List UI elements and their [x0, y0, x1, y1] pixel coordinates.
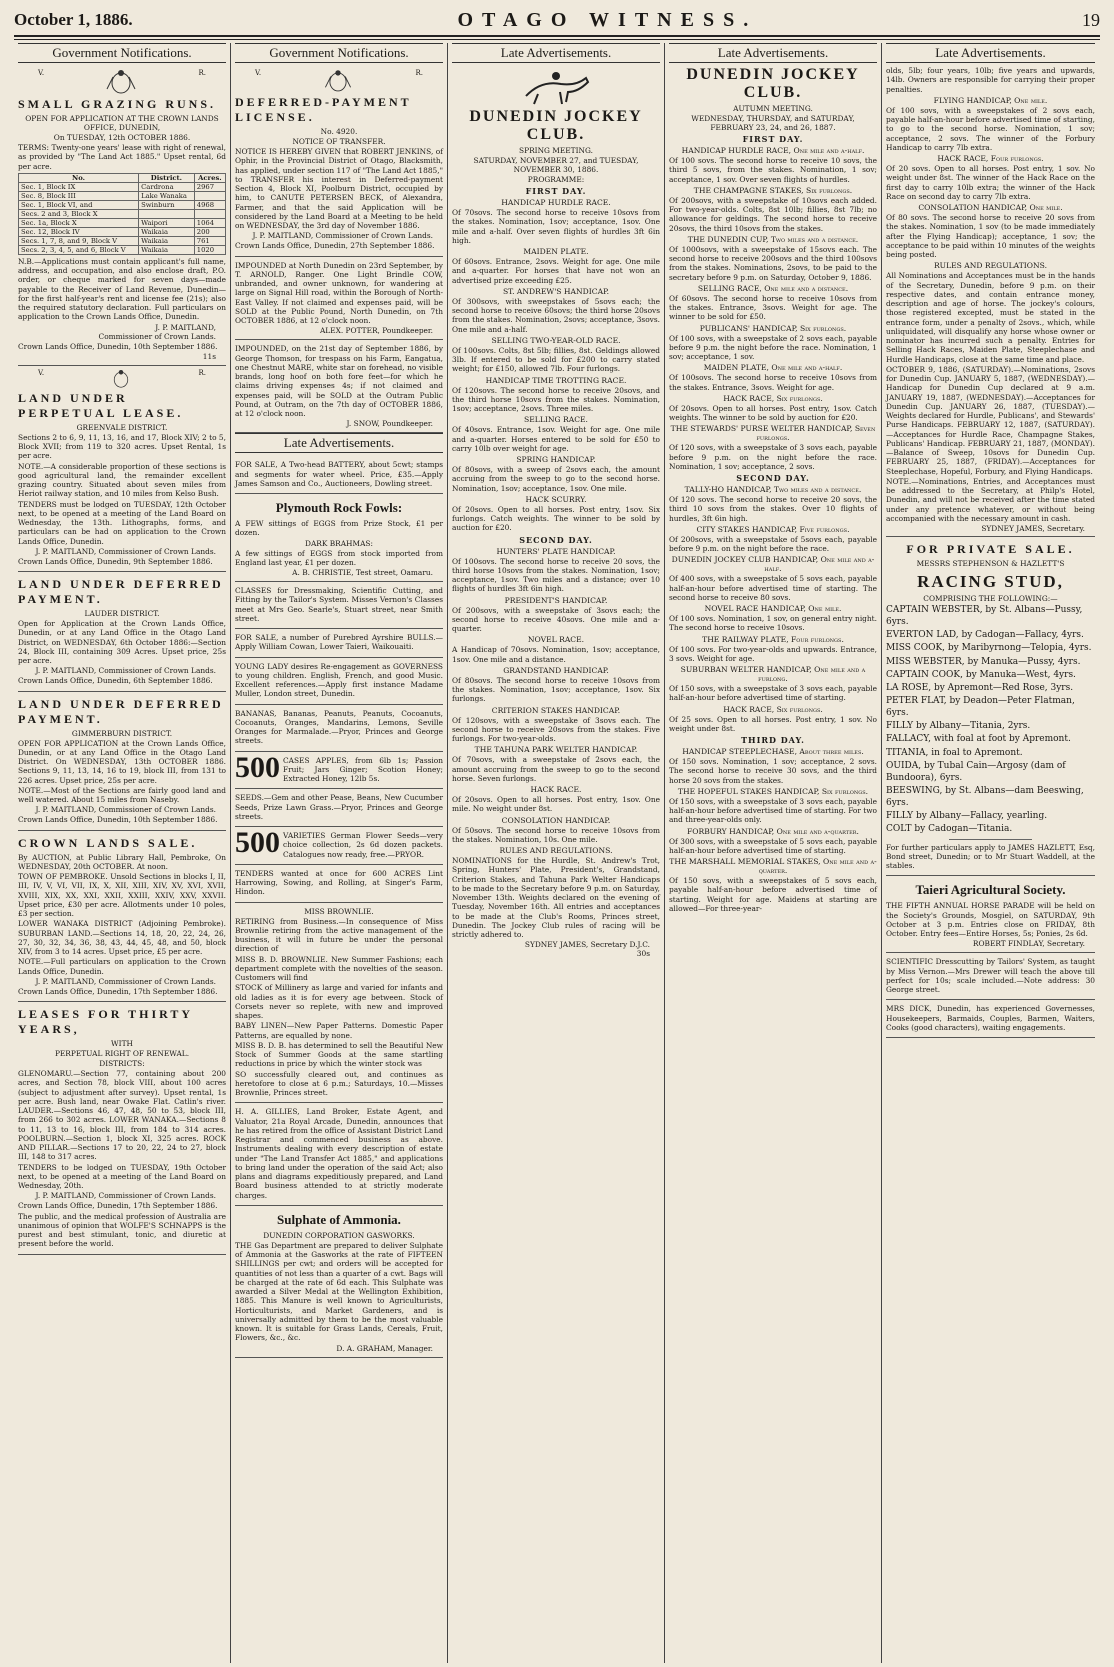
- columns: [14, 43, 1104, 1663]
- race-name: PUBLICANS' HANDICAP, Six furlongs.: [699, 323, 847, 333]
- list-item: MISS COOK, by Maribyrnong—Telopia, 4yrs.: [886, 643, 1092, 654]
- list-item: CAPTAIN WEBSTER, by St. Albans—Pussy, 6yrs.: [886, 605, 1083, 628]
- race-name: SPRING HANDICAP.: [516, 455, 596, 464]
- grazing-runs-notice: V. R. SMALL GRAZING RUNS. OPEN FOR APPLICATION AT THE CROWN LANDS OFFICE, DUNEDIN, On TUESDAY, 12th OCTOBER 1886. TERMS: Twenty-one years' lease with right of renewal, as provided by "The Land Act 1885." Upset rental, 6d per acre. No. District. Acres. Sec. 1, Block IX Cardrona 2967 Sec. 8, Block III Lake Wanaka Sec. 1, Block VI, and Swinburn 4968 Secs. 2 and 3, Block X Sec. 1a, Block X Waipori 1064 Sec. 12, Block IV Waikaia 200 Secs. 1, 7, 8, and 9, Block V Waikaia 761 Secs. 2, 3, 4, 5, and 6, Block V Waikaia 1020 N.B.—Applications must contain applicant's full name, address, and occupation, and also enclose draft, P.O. order, or cheque marked for seven days—made payable to the Receiver of Land Revenue, Dunedin—for the first half-year's rent and license fee (21s); also the required statutory declaration. Full particulars on application to the Crown Lands Office, Dunedin. J. P. MAITLAND, Commissioner of Crown Lands. Crown Lands Office, Dunedin, 10th September 1886. 11s: [18, 66, 226, 366]
- bulls-ad: FOR SALE, a number of Purebred Ayrshire BULLS.—Apply William Cowan, Lower Taieri, Waikouaiti.: [235, 629, 443, 658]
- race-name: CRITERION STAKES HANDICAP.: [491, 705, 621, 715]
- race-name: SELLING TWO-YEAR-OLD RACE.: [491, 335, 621, 345]
- race-list: [669, 747, 877, 913]
- list-item: LA ROSE, by Apremont—Red Rose, 3yrs.: [886, 682, 1074, 693]
- race-name: HANDICAP TIME TROTTING RACE.: [485, 375, 627, 385]
- race-name: SELLING RACE, One mile and a distance.: [697, 283, 849, 293]
- tenders-ad: TENDERS wanted at once for 600 ACRES Lint Harrowing, Sowing, and Rolling, at Singer's Farm, Hindon.: [235, 865, 443, 903]
- race-name: THE RAILWAY PLATE, Four furlongs.: [702, 634, 844, 644]
- race-name: THE STEWARDS' PURSE WELTER HANDICAP, Seven furlongs.: [670, 424, 876, 443]
- race-name: SUBURBAN WELTER HANDICAP, One mile and a furlong.: [680, 665, 866, 683]
- race-name: THE TAHUNA PARK WELTER HANDICAP.: [474, 745, 638, 755]
- race-name: HUNTERS' PLATE HANDICAP.: [496, 546, 616, 556]
- gimmerburn-notice: LAND UNDER DEFERRED PAYMENT. GIMMERBURN DISTRICT. OPEN FOR APPLICATION at the Crown Lands Office, Dunedin, or at any Land Office in the Otago Land District. On WEDNESDAY, 13th OCTOBER 1886. Sections 9, 11, 13, 14, 16 to 19, block III, from 131 to 226 acres. Upset price, 25s per acre. NOTE.—Most of the Sections are fairly good land and well watered. About 15 miles from Naseby. J. P. MAITLAND, Commissioner of Crown Lands. Crown Lands Office, Dunedin, 10th September 1886.: [18, 692, 226, 831]
- horse-list: [886, 604, 1095, 836]
- column-1: [14, 43, 231, 1663]
- race-name: ST. ANDREW'S HANDICAP.: [502, 286, 610, 296]
- crest-icon: [320, 69, 356, 93]
- race-conditions: Of 50sovs. The second horse to receive 10sovs from the stakes. Nomination, 10s. One mile.: [452, 825, 660, 844]
- race-conditions: Of 100 sovs. Nomination, 1 sov, on general entry night. The second horse to receive 10sovs.: [669, 614, 877, 633]
- crest-icon: [101, 69, 141, 95]
- race-conditions: Of 150 sovs, with a sweepstake of 3 sovs each, payable half-an-hour before advertised time of starting. For two and three-year-olds only.: [669, 796, 877, 825]
- race-name: HACK RACE, Six furlongs.: [723, 704, 823, 714]
- race-conditions: Of 200sovs, with a sweepstake of 10sovs each added. For two-year-olds. Colts, 8st 10lb; fillies, 8st 7lb; no allowance for geldings. The second horse to receive 20sovs, the third 10sovs from the stakes.: [669, 195, 877, 233]
- race-name: SELLING RACE.: [524, 415, 588, 425]
- race-conditions: Of 100sovs. Colts, 8st 5lb; fillies, 8st. Geldings allowed 3lb. If entered to be sold for £200 to carry stated weight; for £150, allowed 7lb. Four furlongs.: [452, 345, 660, 374]
- bananas-ad: BANANAS, Bananas, Peanuts, Peanuts, Cocoanuts, Cocoanuts, Oranges, Mandarins, Lemons, Seville Oranges for Marmalade.—Pryor, Princes and George streets.: [235, 705, 443, 752]
- race-conditions: Of 150 sovs. Nomination, 1 sov; acceptance, 2 sovs. The second horse to receive 30 sovs, and the third horse 20 sovs from the stakes.: [669, 757, 877, 785]
- mrs-dick-ad: MRS DICK, Dunedin, has experienced Governesses, Housekeepers, Barmaids, Couples, Barmen, Waiters, Cooks (good characters), waiting engagements.: [886, 1000, 1095, 1038]
- masthead-rule: [14, 35, 1100, 37]
- race-conditions: Of 100sovs. The second horse to receive 20 sovs, the third horse 10sovs from the stakes. Nomination, 1sov; acceptance, 1sov. Two miles and a distance; over 10 flights of hurdles 3ft 6in high.: [452, 556, 660, 594]
- governess-ad: YOUNG LADY desires Re-engagement as GOVERNESS to young children. English, French, and good Music. Excellent references.—Apply first instance Madame Muller, London street, Dunedin.: [235, 658, 443, 705]
- masthead-rule-thin: [14, 39, 1100, 40]
- race-name: THE HOPEFUL STAKES HANDICAP, Six furlongs.: [677, 786, 869, 796]
- table-row: Sec. 1, Block VI, and Swinburn 4968: [19, 200, 226, 209]
- race-name: HACK RACE, Six furlongs.: [723, 393, 823, 403]
- impounded-cow: IMPOUNDED at North Dunedin on 23rd September, by T. ARNOLD, Ranger. One Light Brindle COW, unbranded, and owner unknown, for wandering at large on Signal Hill road, within the Borough of North-East Valley. If not claimed and expenses paid, will be SOLD at the Public Pound, North Dunedin, on 7th OCTOBER 1886, at 12 o'clock noon. ALEX. POTTER, Poundkeeper.: [235, 257, 443, 341]
- taieri-society-ad: Taieri Agricultural Society. THE FIFTH ANNUAL HORSE PARADE will be held on the Society's Grounds, Mosgiel, on SATURDAY, 9th October at 3 p.m. Entries close on FRIDAY, 8th October. Entry fees—Entire Horses, 5s; Ponies, 2s 6d. ROBERT FINDLAY, Secretary.: [886, 876, 1095, 953]
- column-heading: Late Advertisements.: [669, 43, 877, 63]
- race-name: HANDICAP HURDLE RACE, One mile and a-half.: [681, 146, 865, 155]
- battery-ad: FOR SALE, A Two-head BATTERY, about 5cwt; stamps and segments for water wheel. Price, £35.—Apply James Samson and Co., Auctioneers, Dowling street.: [235, 456, 443, 494]
- ammonia-ad: Sulphate of Ammonia. DUNEDIN CORPORATION GASWORKS. THE Gas Department are prepared to deliver Sulphate of Ammonia at the Gasworks at the rate of FIFTEEN SHILLINGS per cwt; and orders will be accepted for quantities of not less than a quarter of a cwt. Bags will be charged at the rate of 6d each. This Sulphate was awarded a Silver Medal at the Wellington Exhibition, 1885. This Manure is well known to Agriculturists, Horticulturists, and Market Gardeners, and is universally admitted by them to be the most valuable known. It is suitable for Grass Lands, Cereals, Fruit, Flowers, &c., &c. D. A. GRAHAM, Manager.: [235, 1206, 443, 1358]
- race-conditions: Of 20sovs. Open to all horses. Post entry, 1sov. One mile. No weight under 8st.: [452, 795, 660, 814]
- runs-table: [18, 173, 226, 255]
- list-item: FILLY by Albany—Titania, 2yrs.: [886, 721, 1031, 732]
- race-conditions: Of 100 sovs. For two-year-olds and upwards. Entrance, 3 sovs. Weight for age.: [669, 644, 877, 663]
- race-list: [452, 198, 660, 533]
- table-header: Acres.: [194, 173, 225, 182]
- race-list: [669, 146, 877, 471]
- race-name: NOVEL RACE.: [527, 635, 585, 645]
- race-name: MAIDEN PLATE, One mile and a-half.: [703, 363, 843, 373]
- brownlie-ad: MISS BROWNLIE. RETIRING from Business.—In consequence of Miss Brownlie retiring from the active management of the business, it will in future be under the personal direction of MISS B. D. BROWNLIE. New Summer Fashions; each department complete with the novelties of the season. Customers will find STOCK of Millinery as large and varied for infants and old ladies as it is for every age between. Stock of Corsets never so replete, with new and improved shapes. BABY LINEN—New Paper Patterns. Domestic Paper Patterns, are equalled by none. MISS B. D. B. has determined to sell the Beautiful New Stock of Summer Goods at the same startling reductions in price by which the winter stock was SO successfully cleared out, and continues as heretofore to close at 6 p.m.; Saturdays, 10.—Misses Brownlie, Princes street.: [235, 903, 443, 1104]
- list-item: OUIDA, by Tubal Cain—Argosy (dam of Bundoora), 6yrs.: [886, 760, 1066, 783]
- race-name: THE DUNEDIN CUP, Two miles and a distance.: [687, 234, 859, 244]
- column-heading: Government Notifications.: [18, 43, 226, 63]
- list-item: BEESWING, by St. Albans—dam Beeswing, 6yrs.: [886, 785, 1084, 809]
- race-conditions: Of 400 sovs, with a sweepstake of 5 sovs each, payable half-an-hour before advertised time of starting. The second horse to receive 80 sovs.: [669, 574, 877, 602]
- dresscutting-ad: SCIENTIFIC Dresscutting by Tailors' System, as taught by Miss Vernon.—Mrs Drewer will teach the above till perfect for 10s; scale included.—Note address: 30 George street.: [886, 953, 1095, 1000]
- table-row: Sec. 1, Block IX Cardrona 2967: [19, 182, 226, 191]
- impounded-mare: IMPOUNDED, on the 21st day of September 1886, by George Thomson, for trespass on his Farm, Eangatua, one Chestnut MARE, white star on forehead, no visible brands, long hoof on both fore feet—for which he claims driving expenses 4s; if not claimed and expenses paid, will be SOLD at the Outram Public Pound, at Outram, on the 7th day of OCTOBER 1886, at 12 o'clock noon. J. SNOW, Poundkeeper.: [235, 340, 443, 433]
- race-list: [669, 485, 877, 733]
- column-heading: Government Notifications.: [235, 43, 443, 63]
- race-name: HANDICAP HURDLE RACE.: [501, 198, 611, 207]
- page-number: 19: [1082, 9, 1100, 30]
- gillies-ad: H. A. GILLIES, Land Broker, Estate Agent, and Valuator, 21a Royal Arcade, Dunedin, announces that he has retired from the office of Assistant District Land Registrar and commenced business as above. Instruments dealing with every description of estate under "The Land Transfer Act 1885," and applications to bring land under the operation of the said Act; also plans and diagrams expeditiously prepared, and Land Board business attended to at strictly moderate charges.: [235, 1103, 443, 1206]
- list-item: PETER FLAT, by Deadon—Peter Flatman, 6yrs.: [886, 695, 1075, 719]
- race-conditions: Of 25 sovs. Open to all horses. Post entry, 1 sov. No weight under 8st.: [669, 714, 877, 733]
- table-row: Secs. 2, 3, 4, 5, and 6, Block V Waikaia 1020: [19, 245, 226, 254]
- race-list: [452, 547, 660, 845]
- race-conditions: Of 20sovs. Open to all horses. Post entry, 1sov. Catch weights. The winner to be sold by auction for £20.: [669, 403, 877, 422]
- race-conditions: Of 120 sovs, with a sweepstake of 3 sovs each, payable before 9 p.m. on the night before the race. Nomination, 1 sov; acceptance, 2 sovs.: [669, 443, 877, 471]
- issue-date: October 1, 1886.: [14, 10, 133, 29]
- table-row: Sec. 12, Block IV Waikaia 200: [19, 227, 226, 236]
- table-row: Sec. 1a, Block X Waipori 1064: [19, 218, 226, 227]
- race-name: HACK RACE.: [530, 785, 582, 794]
- flower-seeds-ad: 500 VARIETIES German Flower Seeds—very choice collection, 2s 6d dozen packets. Catalogues now ready, free.—PRYOR.: [235, 827, 443, 865]
- race-conditions: Of 1000sovs, with a sweepstake of 15sovs each. The second horse to receive 200sovs and the third 100sovs from the stakes. Nominations, 2sovs, to be paid to the secretary before 9 p.m. on Saturday, October 9, 1886.: [669, 244, 877, 282]
- list-item: COLT by Cadogan—Titania.: [886, 824, 1013, 835]
- column-2: [231, 43, 448, 1663]
- race-conditions: Of 40sovs. Entrance, 1sov. Weight for age. One mile and a-quarter. Horses entered to be sold for £50 to carry 10lb over weight for age.: [452, 425, 660, 453]
- masthead: [14, 6, 1100, 34]
- race-name: FORBURY HANDICAP, One mile and a-quarter.: [687, 826, 859, 836]
- leases-notice: LEASES FOR THIRTY YEARS, WITH PERPETUAL RIGHT OF RENEWAL. DISTRICTS: GLENOMARU.—Section 77, containing about 200 acres, and Section 78, block VIII, about 100 acres (subject to adjustment after survey). Upset rental, 1s per acre. Bush land, near Owake Flat. Catlin's river. LAUDER.—Sections 46, 47, 48, 50 to 53, block III, from 266 to 302 acres. LOWER WANAKA.—Sections 8 to 11, 13 to 16, block III, from 184 to 314 acres. POOLBURN.—Section 1, block XI, 325 acres. ROCK AND PILLAR.—Sections 17 to 20, 22, 24 to 27, block III, 148 to 317 acres. TENDERS to be lodged on TUESDAY, 19th October next, to be opened at a meeting of the Land Board on Wednesday, 20th. J. P. MAITLAND, Commissioner of Crown Lands. Crown Lands Office, Dunedin, 17th September 1886. The public, and the medical profession of Australia are unanimous of opinion that WOLFE'S SCHNAPPS is the purest and best stimulant, tonic, and diuretic at present before the world.: [18, 1002, 226, 1255]
- race-conditions: Of 20sovs. Open to all horses. Post entry, 1sov. Six furlongs. Catch weights. The winner to be sold by auction for £20.: [452, 504, 660, 533]
- race-name: CONSOLATION HANDICAP.: [501, 815, 611, 825]
- horse-and-rider-icon: [516, 66, 596, 106]
- perpetual-lease-notice: V. R. LAND UNDER PERPETUAL LEASE. GREENVALE DISTRICT. Sections 2 to 6, 9, 11, 13, 16, and 17, Block XIV; 2 to 5, Block XVII; from 119 to 320 acres. Upset Rental, 1s per acre. NOTE.—A considerable proportion of these sections is good agricultural land, the remainder excellent grazing country. Situated about seven miles from Heriot railway station, and 10 miles from Kelso Bush. TENDERS must be lodged on TUESDAY, 12th October next, to be opened at a meeting of the Land Board on Wednesday, the 13th. Lithographs, forms, and particulars can be had on application to the Crown Lands Office, Dunedin. J. P. MAITLAND, Commissioner of Crown Lands. Crown Lands Office, Dunedin, 9th September 1886.: [18, 366, 226, 572]
- race-conditions: A Handicap of 70sovs. Nomination, 1sov; acceptance, 1sov. One mile and a distance.: [452, 645, 660, 664]
- race-conditions: Of 120sovs, with a sweepstake of 3sovs each. The second horse to receive 20sovs from the stakes. Five furlongs. For two-year-olds.: [452, 715, 660, 743]
- race-conditions: Of 80sovs, with a sweep of 2sovs each, the amount accruing from the sweep to go to the second horse. Nomination, 1sov; acceptance, 1sov. One mile.: [452, 465, 660, 493]
- race-conditions: Of 100 sovs. The second horse to receive 10 sovs, the third 5 sovs, from the stakes. Nomination, 1 sov; acceptance, 1 sov. Over seven flights of hurdles.: [669, 156, 877, 184]
- race-name: HACK SCURRY.: [525, 494, 587, 504]
- race-conditions: Of 120sovs. The second horse to receive 20sovs, and the third horse 10sovs from the stakes. Nomination, 1sov; acceptance, 2sovs. Three miles.: [452, 385, 660, 413]
- notice-title: SMALL GRAZING RUNS.: [18, 97, 217, 111]
- table-header: No.: [19, 173, 139, 182]
- table-row: Secs. 2 and 3, Block X: [19, 209, 226, 218]
- list-item: FALLACY, with foal at foot by Apremont.: [886, 734, 1071, 745]
- race-name: GRANDSTAND HANDICAP.: [503, 665, 609, 675]
- race-conditions: Of 200sovs, with a sweepstake of 3sovs each; the second horse to receive 40sovs. One mile and a-quarter.: [452, 605, 660, 633]
- race-conditions: Of 70sovs, with a sweepstake of 2sovs each, the amount accruing from the sweep to go to the second horse. Seven furlongs.: [452, 755, 660, 783]
- race-conditions: Of 80sovs. The second horse to receive 10sovs from the stakes. Nomination, 1sov; acceptance, 1sov. Six furlongs.: [452, 675, 660, 704]
- race-name: HANDICAP STEEPLECHASE, About three miles.: [682, 747, 864, 756]
- race-conditions: Of 150 sovs, with a sweepstakes of 5 sovs each, payable half-an-hour before advertised time of starting. Weight for age. Maidens at starting are allowed—For three-year-: [669, 876, 877, 913]
- race-conditions: Of 300 sovs, with a sweepstake of 5 sovs each, payable half-an-hour before advertised time of starting.: [669, 836, 877, 855]
- plymouth-ad: Plymouth Rock Fowls: A FEW sittings of EGGS from Prize Stock, £1 per dozen. DARK BRAHMAS: A few sittings of EGGS from stock imported from England last year, £1 per dozen. A. B. CHRISTIE, Test street, Oamaru.: [235, 494, 443, 582]
- column-5: Late Advertisements. olds, 5lb; four years, 10lb; five years and upwards, 14lb. Owners are responsible for carrying their proper penalties. FLYING HANDICAP, One mile. Of 100 sovs, with a sweepstakes of 2 sovs each, payable half-an-hour before advertised time of starting, to go to the second horse. Nomination, 1 sov; acceptance, 2 sovs. The winner of the Forbury Handicap to carry 7lb extra. HACK RACE, Four furlongs. Of 20 sovs. Open to all horses. Post entry, 1 sov. No weight under 8st. The winner of the Hack Race on the first day to carry 10lb extra; the winner of the Hack Race on second day to carry 7lb extra. CONSOLATION HANDICAP, One mile. Of 80 sovs. The second horse to receive 20 sovs from the stakes. Nomination, 1 sov (to be made immediately after the Flying Handicap); acceptance, 1 sov; the acceptance to be paid within 10 minutes of the weights being posted. RULES AND REGULATIONS. All Nominations and Acceptances must be in the hands of the Secretary, Dunedin, before 9 p.m. on their respective dates, and contain entrance money, description and age of horse. The jockey's colours, those registered excepted, must be stated in the entrance form, under a penalty of 2sovs., which, while unliquidated, will disqualify any horse whose owner or nominator has incurred such a penalty. Entries for Selling Hack Races, Maiden Plate, Steeplechase and Hurdle Handicaps, close at the same time and place. OCTOBER 9, 1886, (SATURDAY).—Nominations, 2sovs for Dunedin Cup. JANUARY 5, 1887, (WEDNESDAY).—Handicap for Dunedin Cup declared at 9 a.m. JANUARY 19, 1887, (WEDNESDAY).—Acceptances for Dunedin Cup. JANUARY 26, 1887, (TUESDAY).—Weights declared for Hurdle, Publicans', and Stewards' Purse Handicaps. FEBRUARY 12, 1887, (SATURDAY).—Acceptances for Hurdle Race, Champagne Stakes, Publicans' Handicap. FEBRUARY 21, 1887, (MONDAY).—Balance of Sweep, 10sovs for Dunedin Cup. FEBRUARY 25, 1887, (FRIDAY).—Acceptances for Steeplechase, Hopeful, Forbury, and Flying Handicaps. NOTE.—Nominations, Entries, and Acceptances must be addressed to the Secretary, at Philp's Hotel, Dunedin, and will not be received after the time stated under any pretence whatever, or without being accompanied with the necessary amount in cash. SYDNEY JAMES, Secretary. FOR PRIVATE SALE. MESSRS STEPHENSON & HAZLETT'S RACING STUD, COMPRISING THE FOLLOWING:— CAPTAIN WEBSTER, by St. Albans—Pussy, 6yrs. EVERTON LAD, by Cadogan—Fallacy, 4yrs. MISS COOK, by Maribyrnong—Telopia, 4yrs. MISS WEBSTER, by Manuka—Pussy, 4yrs. CAPTAIN COOK, by Manuka—West, 4yrs. LA ROSE, by Apremont—Red Rose, 3yrs. PETER FLAT, by Deadon—Peter Flatman, 6yrs. FILLY by Albany—Titania, 2yrs. FALLACY, with foal at foot by Apremont. TITANIA, in foal to Apremont. OUIDA, by Tubal Cain—Argosy (dam of Bundoora), 6yrs. BEESWING, by St. Albans—dam Beeswing, 6yrs. FILLY by Albany—Fallacy, yearling. COLT by Cadogan—Titania. For further particulars apply to JAMES HAZLETT, Esq, Bond street, Dunedin; or to Mr Stuart Waddell, at the stables. Taieri Agricultural Society. THE FIFTH ANNUAL HORSE PARADE will be held on the Society's Grounds, Mosgiel, on SATURDAY, 9th October at 3 p.m. Entries close on FRIDAY, 8th October. Entry fees—Entire Horses, 5s; Ponies, 2s 6d. ROBERT FINDLAY, Secretary. SCIENTIFIC Dresscutting by Tailors' System, as taught by Miss Vernon.—Mrs Drewer will teach the above till perfect for 10s; scale included.—Note address: 30 George street. MRS DICK, Dunedin, has experienced Governesses, Housekeepers, Barmaids, Couples, Barmen, Waiters, Cooks (good characters), waiting engagements.: [882, 43, 1099, 1663]
- column-4: Late Advertisements. DUNEDIN JOCKEY CLUB. AUTUMN MEETING. WEDNESDAY, THURSDAY, and SATURDAY, FEBRUARY 23, 24, and 26, 1887. FIRST DAY. HANDICAP HURDLE RACE, One mile and a-half. Of 100 sovs. The second horse to receive 10 sovs, the third 5 sovs, from the stakes. Nomination, 1 sov; acceptance, 1 sov. Over seven flights of hurdles. THE CHAMPAGNE STAKES, Six furlongs. Of 200sovs, with a sweepstake of 10sovs each added. For two-year-olds. Colts, 8st 10lb; fillies, 8st 7lb; no allowance for geldings. The second horse to receive 20sovs, the third 10sovs from the stakes. THE DUNEDIN CUP, Two miles and a distance. Of 1000sovs, with a sweepstake of 15sovs each. The second horse to receive 200sovs and the third 100sovs from the stakes. Nominations, 2sovs, to be paid to the secretary before 9 p.m. on Saturday, October 9, 1886. SELLING RACE, One mile and a distance. Of 60sovs. The second horse to receive 10sovs from the stakes. Entrance, 3sovs. Weight for age. The winner to be sold for £50. PUBLICANS' HANDICAP, Six furlongs. Of 100 sovs, with a sweepstake of 2 sovs each, payable before 9 p.m. the night before the race. Nomination, 1 sov; acceptance, 1 sov. MAIDEN PLATE, One mile and a-half. Of 100sovs. The second horse to receive 10sovs from the stakes. Entrance, 3sovs. Weight for age. HACK RACE, Six furlongs. Of 20sovs. Open to all horses. Post entry, 1sov. Catch weights. The winner to be sold by auction for £20. THE STEWARDS' PURSE WELTER HANDICAP, Seven furlongs. Of 120 sovs, with a sweepstake of 3 sovs each, payable before 9 p.m. on the night before the race. Nomination, 1 sov; acceptance, 2 sovs. SECOND DAY. TALLY-HO HANDICAP, Two miles and a distance. Of 120 sovs. The second horse to receive 20 sovs, the third 10 sovs from the stakes. Over 10 flights of hurdles, 3ft 6in high. CITY STAKES HANDICAP, Five furlongs. Of 200sovs, with a sweepstake of 5sovs each, payable before 9 p.m. on the night before the race. DUNEDIN JOCKEY CLUB HANDICAP, One mile and a-half. Of 400 sovs, with a sweepstake of 5 sovs each, payable half-an-hour before advertised time of starting. The second horse to receive 80 sovs. NOVEL RACE HANDICAP, One mile. Of 100 sovs. Nomination, 1 sov, on general entry night. The second horse to receive 10sovs. THE RAILWAY PLATE, Four furlongs. Of 100 sovs. For two-year-olds and upwards. Entrance, 3 sovs. Weight for age. SUBURBAN WELTER HANDICAP, One mile and a furlong. Of 150 sovs, with a sweepstake of 3 sovs each, payable half-an-hour before advertised time of starting. HACK RACE, Six furlongs. Of 25 sovs. Open to all horses. Post entry, 1 sov. No weight under 8st. THIRD DAY. HANDICAP STEEPLECHASE, About three miles. Of 150 sovs. Nomination, 1 sov; acceptance, 2 sovs. The second horse to receive 30 sovs, and the third horse 20 sovs from the stakes. THE HOPEFUL STAKES HANDICAP, Six furlongs. Of 150 sovs, with a sweepstake of 3 sovs each, payable half-an-hour before advertised time of starting. For two and three-year-olds only. FORBURY HANDICAP, One mile and a-quarter. Of 300 sovs, with a sweepstake of 5 sovs each, payable half-an-hour before advertised time of starting. THE MARSHALL MEMORIAL STAKES, One mile and a-quarter. Of 150 sovs, with a sweepstakes of 5 sovs each, payable half-an-hour before advertised time of starting. Weight for age. Maidens at starting are allowed—For three-year-: [665, 43, 882, 1663]
- crest-icon: [106, 369, 136, 389]
- race-name: MAIDEN PLATE.: [523, 247, 589, 256]
- spring-title: DUNEDIN JOCKEY CLUB.: [469, 108, 643, 143]
- seeds-ad: SEEDS.—Gem and other Pease, Beans, New Cucumber Seeds, Prize Lawn Grass.—Pryor, Princes and George streets.: [235, 789, 443, 827]
- list-item: TITANIA, in foal to Apremont.: [886, 747, 1023, 758]
- race-conditions: Of 120 sovs. The second horse to receive 20 sovs, the third 10 sovs from the stakes. Over 10 flights of hurdles, 3ft 6in high.: [669, 495, 877, 523]
- race-conditions: Of 60sovs. Entrance, 2sovs. Weight for age. One mile and a-quarter. For horses that have not won an advertised prize exceeding £25.: [452, 257, 660, 285]
- classes-ad: CLASSES for Dressmaking, Scientific Cutting, and Fitting by the Tailor's System. Misses Vernon's Classes meet at Mrs Geo. Searle's, Stuart street, near Smith street.: [235, 582, 443, 629]
- race-conditions: Of 300sovs, with sweepstakes of 5sovs each; the second horse to receive 60sovs; the third horse 20sovs from the stakes. Nomination, 2sovs; acceptance, 3sovs. One mile and a-half.: [452, 296, 660, 334]
- race-conditions: Of 200sovs, with a sweepstake of 5sovs each, payable before 9 p.m. on the night before the race.: [669, 534, 877, 553]
- apples-ad: 500 CASES APPLES, from 6lb 1s; Passion Fruit; Jars Ginger; Scotion Honey; Extracted Honey, 12lb 5s.: [235, 752, 443, 790]
- race-conditions: Of 100sovs. The second horse to receive 10sovs from the stakes. Entrance, 3sovs. Weight for age.: [669, 373, 877, 392]
- race-name: THE MARSHALL MEMORIAL STAKES, One mile and a-quarter.: [669, 857, 877, 875]
- race-conditions: Of 70sovs. The second horse to receive 10sovs from the stakes. Nomination, 1sov; acceptance, 1sov. One mile and a-half. Over seven flights of hurdles 3ft 6in high.: [452, 208, 660, 245]
- autumn-title: DUNEDIN JOCKEY CLUB.: [686, 66, 860, 101]
- crown-lands-sale: CROWN LANDS SALE. By AUCTION, at Public Library Hall, Pembroke, On WEDNESDAY, 20th OCTOBER. At noon. TOWN OF PEMBROKE. Unsold Sections in blocks I, II, III, IV, V, VI, VII, IX, X, XII, XIII, XIV, XV, XVI, XVII, XVIII, XIX, XX, XXI, XXII, XXIII, XXIV, XXV, XXVII. Upset price, £30 per acre. Allotments under 10 poles, £3 per section. LOWER WANAKA DISTRICT (Adjoining Pembroke). SUBURBAN LAND.—Sections 14, 18, 20, 22, 24, 26, 27, 30, 32, 34, 36, 38, 43, 44, 45, 48, and 50, block XIV, from 3 to 14 acres. Upset price, £5 per acre. NOTE.—Full particulars on application to the Crown Lands Office, Dunedin. J. P. MAITLAND, Commissioner of Crown Lands. Crown Lands Office, Dunedin, 17th September 1886.: [18, 831, 226, 1003]
- table-header: District.: [139, 173, 195, 182]
- race-name: NOVEL RACE HANDICAP, One mile.: [704, 604, 842, 613]
- list-item: EVERTON LAD, by Cadogan—Fallacy, 4yrs.: [886, 630, 1084, 641]
- race-name: DUNEDIN JOCKEY CLUB HANDICAP, One mile and a-half.: [671, 555, 875, 574]
- deferred-license-notice: V. R. DEFERRED-PAYMENT LICENSE. No. 4920. NOTICE OF TRANSFER. NOTICE IS HEREBY GIVEN that ROBERT JENKINS, of Ophir, in the Provincial District of Otago, Blacksmith, has applied, under section 117 of "The Land Act 1885," to TRANSFER his interest in Deferred-payment Section 4, Block XI, Poolburn District, occupied by him, to CANUTE PETERSEN BECK, of Alexandra, Farmer, and that the said Application will be considered by the Land Board at a Meeting to be held on WEDNESDAY, the 3rd day of November 1886. J. P. MAITLAND, Commissioner of Crown Lands. Crown Lands Office, Dunedin, 27th September 1886.: [235, 66, 443, 257]
- race-name: TALLY-HO HANDICAP, Two miles and a distance.: [684, 485, 862, 494]
- lauder-notice: LAND UNDER DEFERRED PAYMENT. LAUDER DISTRICT. Open for Application at the Crown Lands Office, Dunedin, or at any Land Office in the Otago Land District, on WEDNESDAY, 6th October 1886:—Section 24, Block III, containing 309 Acres. Upset price, 25s per acre. J. P. MAITLAND, Commissioner of Crown Lands. Crown Lands Office, Dunedin, 6th September 1886.: [18, 572, 226, 692]
- race-name: THE CHAMPAGNE STAKES, Six furlongs.: [693, 185, 853, 195]
- column-heading: Late Advertisements.: [452, 43, 660, 63]
- race-name: CITY STAKES HANDICAP, Five furlongs.: [696, 524, 850, 534]
- column-3: Late Advertisements. DUNEDIN JOCKEY CLUB. SPRING MEETING. SATURDAY, NOVEMBER 27, and TUESDAY, NOVEMBER 30, 1886. PROGRAMME: FIRST DAY. HANDICAP HURDLE RACE. Of 70sovs. The second horse to receive 10sovs from the stakes. Nomination, 1sov; acceptance, 1sov. One mile and a-half. Over seven flights of hurdles 3ft 6in high. MAIDEN PLATE. Of 60sovs. Entrance, 2sovs. Weight for age. One mile and a-quarter. For horses that have not won an advertised prize exceeding £25. ST. ANDREW'S HANDICAP. Of 300sovs, with sweepstakes of 5sovs each; the second horse to receive 60sovs; the third horse 20sovs from the stakes. Nomination, 2sovs; acceptance, 3sovs. One mile and a-half. SELLING TWO-YEAR-OLD RACE. Of 100sovs. Colts, 8st 5lb; fillies, 8st. Geldings allowed 3lb. If entered to be sold for £200 to carry stated weight; for £150, allowed 7lb. Four furlongs. HANDICAP TIME TROTTING RACE. Of 120sovs. The second horse to receive 20sovs, and the third horse 10sovs from the stakes. Nomination, 1sov; acceptance, 2sovs. Three miles. SELLING RACE. Of 40sovs. Entrance, 1sov. Weight for age. One mile and a-quarter. Horses entered to be sold for £50 to carry 10lb over weight for age. SPRING HANDICAP. Of 80sovs, with a sweep of 2sovs each, the amount accruing from the sweep to go to the second horse. Nomination, 1sov; acceptance, 1sov. One mile. HACK SCURRY. Of 20sovs. Open to all horses. Post entry, 1sov. Six furlongs. Catch weights. The winner to be sold by auction for £20. SECOND DAY. HUNTERS' PLATE HANDICAP. Of 100sovs. The second horse to receive 20 sovs, the third horse 10sovs from the stakes. Nomination, 1sov; acceptance, 1sov. Two miles and a distance; over 10 flights of hurdles 3ft 6in high. PRESIDENT'S HANDICAP. Of 200sovs, with a sweepstake of 3sovs each; the second horse to receive 40sovs. One mile and a-quarter. NOVEL RACE. A Handicap of 70sovs. Nomination, 1sov; acceptance, 1sov. One mile and a distance. GRANDSTAND HANDICAP. Of 80sovs. The second horse to receive 10sovs from the stakes. Nomination, 1sov; acceptance, 1sov. Six furlongs. CRITERION STAKES HANDICAP. Of 120sovs, with a sweepstake of 3sovs each. The second horse to receive 20sovs from the stakes. Five furlongs. For two-year-olds. THE TAHUNA PARK WELTER HANDICAP. Of 70sovs, with a sweepstake of 2sovs each, the amount accruing from the sweep to go to the second horse. Seven furlongs. HACK RACE. Of 20sovs. Open to all horses. Post entry, 1sov. One mile. No weight under 8st. CONSOLATION HANDICAP. Of 50sovs. The second horse to receive 10sovs from the stakes. Nomination, 10s. One mile. RULES AND REGULATIONS. NOMINATIONS for the Hurdle, St. Andrew's Trot, Spring, Hunters' Plate, President's, Grandstand, Criterion Stakes, and Tahuna Park Welter Handicaps to be made to the Secretary before 9 p.m. on Saturday, November 13th. Weights declared on the evening of Tuesday, November 16th. All entries and acceptances to be made at the Club's Rooms, Princes street, Dunedin. The Jockey Club rules of racing will be strictly adhered to. SYDNEY JAMES, Secretary D.J.C. 30s: [448, 43, 665, 1663]
- race-name: PRESIDENT'S HANDICAP.: [504, 595, 608, 605]
- racing-stud-ad: FOR PRIVATE SALE. MESSRS STEPHENSON & HAZLETT'S RACING STUD, COMPRISING THE FOLLOWING:— CAPTAIN WEBSTER, by St. Albans—Pussy, 6yrs. EVERTON LAD, by Cadogan—Fallacy, 4yrs. MISS COOK, by Maribyrnong—Telopia, 4yrs. MISS WEBSTER, by Manuka—Pussy, 4yrs. CAPTAIN COOK, by Manuka—West, 4yrs. LA ROSE, by Apremont—Red Rose, 3yrs. PETER FLAT, by Deadon—Peter Flatman, 6yrs. FILLY by Albany—Titania, 2yrs. FALLACY, with foal at foot by Apremont. TITANIA, in foal to Apremont. OUIDA, by Tubal Cain—Argosy (dam of Bundoora), 6yrs. BEESWING, by St. Albans—dam Beeswing, 6yrs. FILLY by Albany—Fallacy, yearling. COLT by Cadogan—Titania. For further particulars apply to JAMES HAZLETT, Esq, Bond street, Dunedin; or to Mr Stuart Waddell, at the stables.: [886, 536, 1095, 876]
- list-item: FILLY by Albany—Fallacy, yearling.: [886, 811, 1048, 822]
- race-conditions: Of 150 sovs, with a sweepstake of 3 sovs each, payable half-an-hour before advertised time of starting.: [669, 684, 877, 703]
- table-row: Sec. 8, Block III Lake Wanaka: [19, 191, 226, 200]
- race-conditions: Of 100 sovs, with a sweepstake of 2 sovs each, payable before 9 p.m. the night before the race. Nomination, 1 sov; acceptance, 1 sov.: [669, 333, 877, 361]
- table-row: Secs. 1, 7, 8, and 9, Block V Waikaia 761: [19, 236, 226, 245]
- race-conditions: Of 60sovs. The second horse to receive 10sovs from the stakes. Entrance, 3sovs. Weight for age. The winner to be sold for £50.: [669, 293, 877, 322]
- list-item: MISS WEBSTER, by Manuka—Pussy, 4yrs.: [886, 656, 1081, 667]
- royal-arms: V. R.: [18, 69, 226, 95]
- paper-title: OTAGO WITNESS.: [457, 8, 758, 31]
- list-item: CAPTAIN COOK, by Manuka—West, 4yrs.: [886, 669, 1076, 680]
- column-heading: Late Advertisements.: [235, 433, 443, 453]
- column-heading: Late Advertisements.: [886, 43, 1095, 63]
